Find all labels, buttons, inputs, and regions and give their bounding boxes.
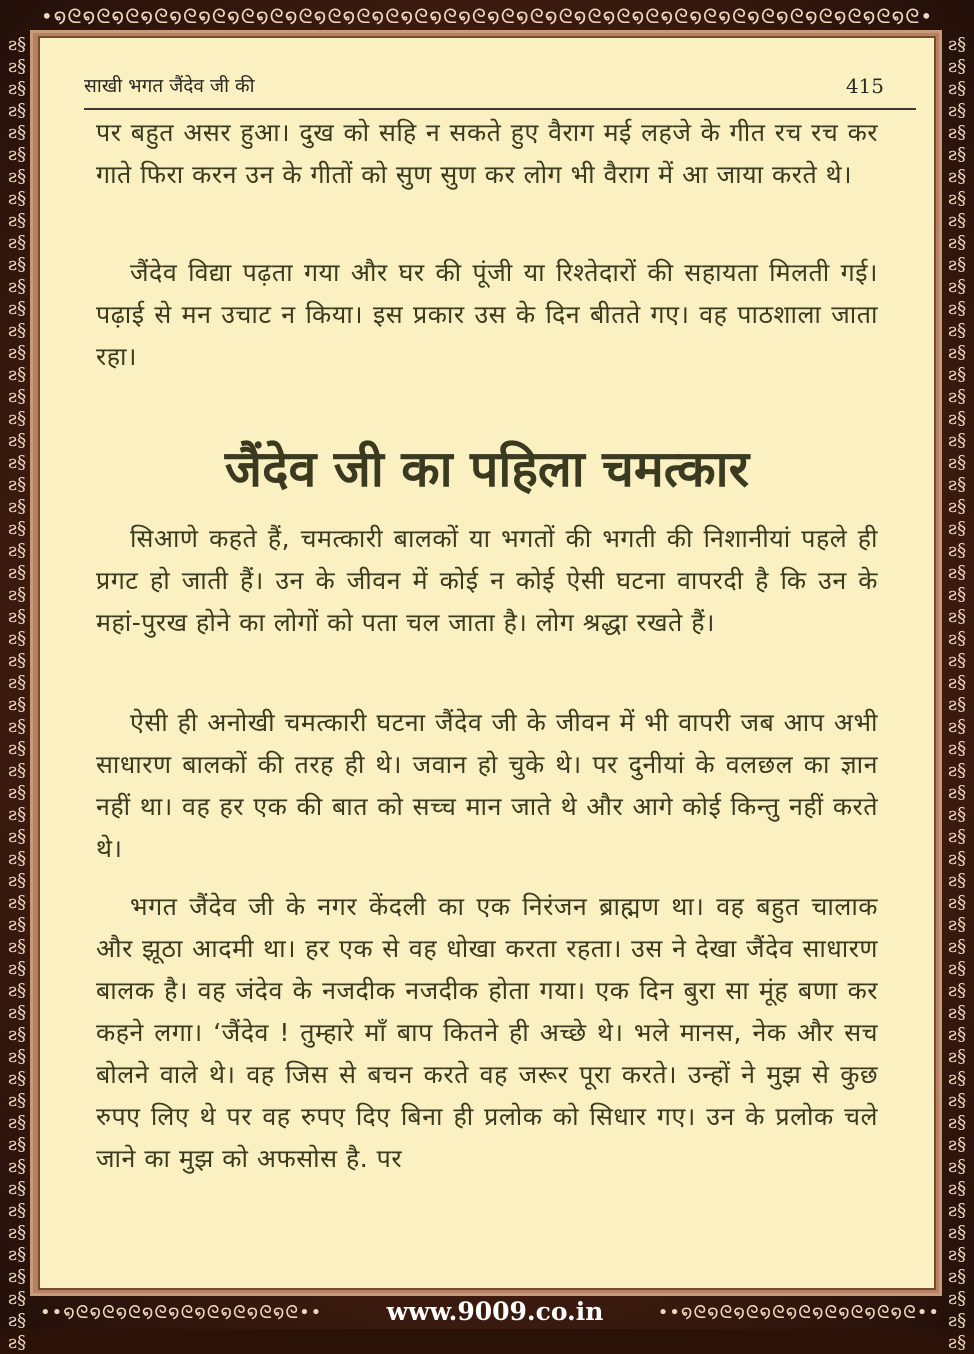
section-paragraph-2: ऐसी ही अनोखी चमत्कारी घटना जैंदेव जी के जीवन में भी वापरी जब आप अभी साधारण बालकों की तरह ही थे। जवान हो चुके थे। पर दुनीयां के वलछल का ज्ञान नहीं था। वह हर एक की बात को सच्च मान जाते थे और आगे कोई किन्तु नहीं करते थे। [96,708,878,863]
page-number: 415 [845,74,884,98]
right-ornament-border: ƨ§ƨ§ƨ§ƨ§ƨ§ƨ§ƨ§ƨ§ƨ§ƨ§ƨ§ƨ§ƨ§ƨ§ƨ§ƨ§ƨ§ƨ§ƨ§ƨ§ƨ§ƨ§ƨ§ƨ§ƨ§ƨ§ƨ§ƨ§ƨ§ƨ§ƨ§ƨ§ƨ§ƨ§ƨ§ƨ§ƨ§ƨ§ƨ§ƨ§ƨ§ƨ§ƨ§ƨ§ƨ§ƨ§ƨ§ƨ§ƨ§ƨ§ƨ§ƨ§ƨ§ƨ§ƨ§ƨ§ƨ§ƨ§ƨ§ƨ§ [947,34,967,1353]
paragraph-1: पर बहुत असर हुआ। दुख को सहि न सकते हुए वैराग मई लहजे के गीत रच रच कर गाते फिरा करन उन के गीतों को सुण सुण कर लोग भी वैराग में आ जाया करते थे। [96,118,878,189]
book-page [38,36,936,1290]
paragraph-2: जैंदेव विद्या पढ़ता गया और घर की पूंजी या रिश्तेदारों की सहायता मिलती गई। पढ़ाई से मन उचाट न किया। इस प्रकार उस के दिन बीतते गए। वह पाठशाला जाता रहा। [96,258,878,371]
section-paragraph-3: भगत जैंदेव जी के नगर केंदली का एक निरंजन ब्राह्मण था। वह बहुत चालाक और झूठा आदमी था। हर एक से वह धोखा करता रहता। उस ने देखा जैंदेव साधारण बालक है। वह जंदेव के नजदीक नजदीक होता गया। एक दिन बुरा सा मूंह बणा कर कहने लगा। ‘जैंदेव ! तुम्हारे माँ बाप कितने ही अच्छे थे। भले मानस, नेक और सच बोलने वाले थे। वह जिस से बचन करते वह जरूर पूरा करते। उन्हों ने मुझ से कुछ रुपए लिए थे पर वह रुपए दिए बिना ही प्रलोक को सिधार गए। उन के प्रलोक चले जाने का मुझ को अफसोस है. पर [96,892,878,1173]
running-title: साखी भगत जैंदेव जी की [84,75,255,97]
page-header [84,72,884,104]
left-ornament-border: ƨ§ƨ§ƨ§ƨ§ƨ§ƨ§ƨ§ƨ§ƨ§ƨ§ƨ§ƨ§ƨ§ƨ§ƨ§ƨ§ƨ§ƨ§ƨ§ƨ§ƨ§ƨ§ƨ§ƨ§ƨ§ƨ§ƨ§ƨ§ƨ§ƨ§ƨ§ƨ§ƨ§ƨ§ƨ§ƨ§ƨ§ƨ§ƨ§ƨ§ƨ§ƨ§ƨ§ƨ§ƨ§ƨ§ƨ§ƨ§ƨ§ƨ§ƨ§ƨ§ƨ§ƨ§ƨ§ƨ§ƨ§ƨ§ƨ§ƨ§ [7,34,27,1353]
section-heading: जैंदेव जी का पहिला चमत्कार [224,440,750,498]
header-rule [84,108,916,110]
website-url: www.9009.co.in [386,1297,604,1326]
bottom-left-ornament: ••໑ᘓ໑ᘓ໑ᘓ໑ᘓ໑ᘓ໑ᘓ໑ᘓ໑ᘓ໑ᘓ•• [40,1302,323,1323]
bottom-right-ornament: ••໑ᘓ໑ᘓ໑ᘓ໑ᘓ໑ᘓ໑ᘓ໑ᘓ໑ᘓ໑ᘓ•• [657,1302,940,1323]
top-ornament-border: •໑ᘓ໑ᘓ໑ᘓ໑ᘓ໑ᘓ໑ᘓ໑ᘓ໑ᘓ໑ᘓ໑ᘓ໑ᘓ໑ᘓ໑ᘓ໑ᘓ໑ᘓ໑ᘓ໑ᘓ໑ᘓ໑ᘓ໑ᘓ໑ᘓ໑ᘓ໑ᘓ໑ᘓ໑ᘓ໑ᘓ໑ᘓ໑ᘓ໑ᘓ໑ᘓ• [40,4,934,28]
section-paragraph-1: सिआणे कहते हैं, चमत्कारी बालकों या भगतों की भगती की निशानीयां पहले ही प्रगट हो जाती हैं। उन के जीवन में कोई न कोई ऐसी घटना वापरदी है कि उन के महां-पुरख होने का लोगों को पता चल जाता है। लोग श्रद्धा रखते हैं। [96,524,878,637]
